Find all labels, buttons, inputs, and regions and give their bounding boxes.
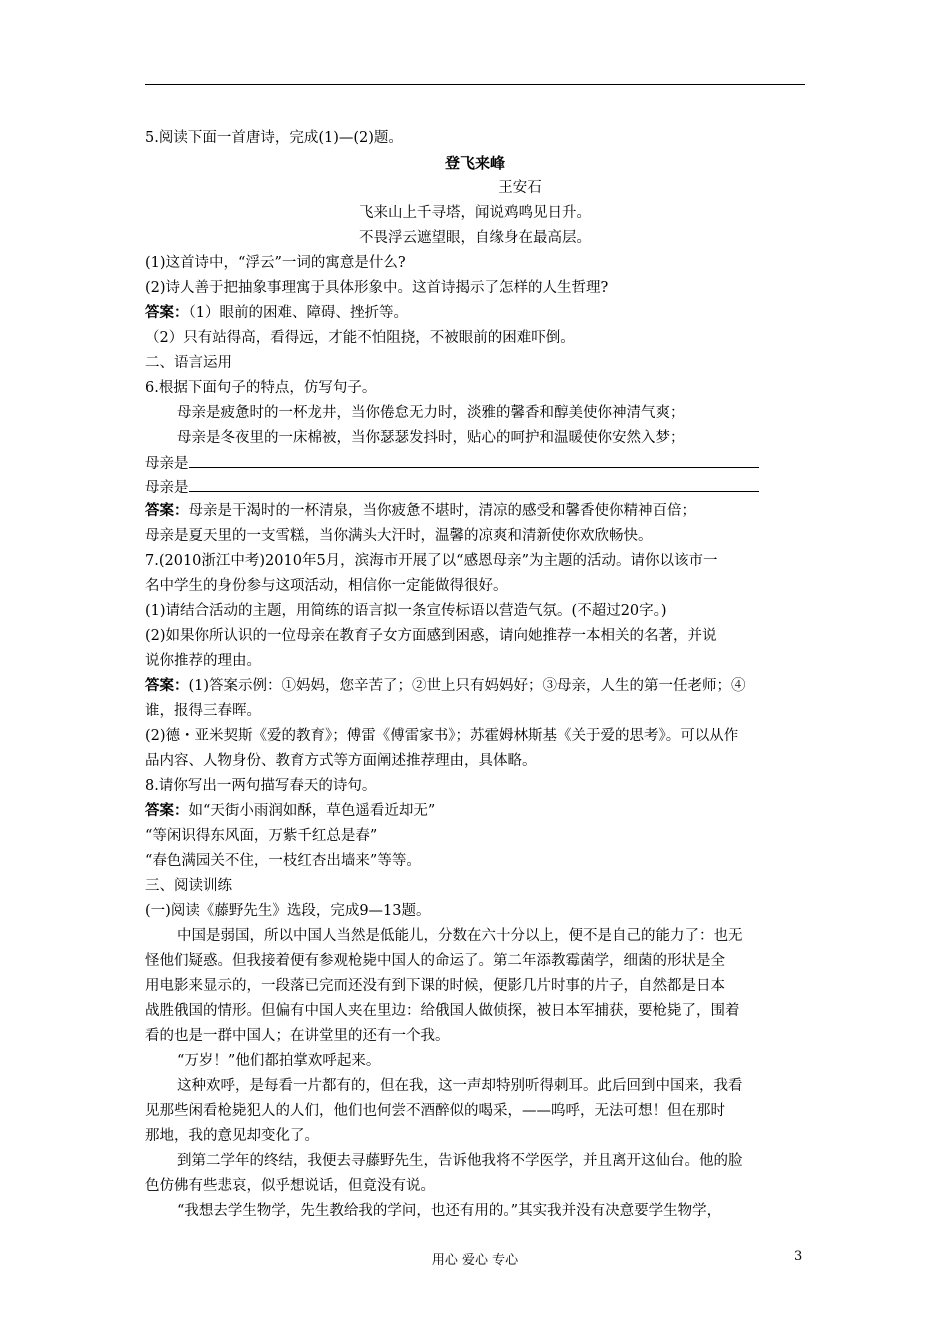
- answer-label: 答案：: [145, 802, 189, 819]
- q5-sub2: (2)诗人善于把抽象事理寓于具体形象中。这首诗揭示了怎样的人生哲理?: [145, 280, 609, 296]
- header-rule: [145, 84, 805, 85]
- q8-answer: [145, 802, 435, 820]
- page-number: 3: [794, 1249, 803, 1264]
- q6-example: 母亲是疲惫时的一杯龙井，当你倦怠无力时，淡雅的馨香和醇美使你神清气爽；: [177, 405, 685, 421]
- q7-stem: 7.(2010浙江中考)2010年5月，滨海市开展了以“感恩母亲”为主题的活动。请你以该市一: [145, 553, 718, 569]
- fill-in-line: [189, 453, 759, 468]
- q8-answer-2: “等闲识得东风面，万紫千红总是春”: [145, 828, 378, 844]
- q5-sub1: (1)这首诗中，“浮云”一词的寓意是什么?: [145, 255, 406, 271]
- reading-paragraph-line: 用电影来显示的，一段落已完而还没有到下课的时候，便影几片时事的片子，自然都是日本: [145, 978, 725, 994]
- q5-answer-2: （2）只有站得高，看得远，才能不怕阻挠，不被眼前的困难吓倒。: [145, 330, 575, 346]
- q8-stem: 8.请你写出一两句描写春天的诗句。: [145, 778, 377, 794]
- q6-example: 母亲是冬夜里的一床棉被，当你瑟瑟发抖时，贴心的呵护和温暖使你安然入梦；: [177, 430, 685, 446]
- q7-sub2-cont: 说你推荐的理由。: [145, 653, 261, 669]
- reading-paragraph-line: “我想去学生物学，先生教给我的学问，也还有用的。”其实我并没有决意要学生物学，: [177, 1203, 722, 1219]
- q6-blank: [145, 453, 759, 473]
- blank-prefix: 母亲是: [145, 456, 189, 472]
- q7-answer-2: (2)德・亚米契斯《爱的教育》；傅雷《傅雷家书》；苏霍姆林斯基《关于爱的思考》。可以从作: [145, 728, 739, 744]
- fill-in-line: [189, 477, 759, 492]
- reading-paragraph-line: 怪他们疑惑。但我接着便有参观枪毙中国人的命运了。第二年添教霉菌学，细菌的形状是全: [145, 953, 725, 969]
- answer-text: （1）眼前的困难、障碍、挫折等。: [188, 305, 408, 321]
- q5-answer: [145, 304, 408, 322]
- q6-answer: [145, 502, 696, 520]
- answer-text: 如“天街小雨润如酥，草色遥看近却无”: [188, 803, 436, 819]
- q7-sub1: (1)请结合活动的主题，用简练的语言拟一条宣传标语以营造气氛。(不超过20字。): [145, 603, 667, 619]
- answer-label: 答案：: [145, 502, 189, 519]
- q7-sub2: (2)如果你所认识的一位母亲在教育子女方面感到困惑，请向她推荐一本相关的名著，并说: [145, 628, 717, 644]
- q7-stem-2: 名中学生的身份参与这项活动，相信你一定能做得很好。: [145, 578, 508, 594]
- page-footer: 用心 爱心 专心: [431, 1253, 519, 1268]
- q7-answer-2-cont: 品内容、人物身份、教育方式等方面阐述推荐理由，具体略。: [145, 753, 537, 769]
- answer-label: 答案：: [145, 677, 189, 694]
- reading-paragraph-line: 见那些闲看枪毙犯人的人们，他们也何尝不酒醉似的喝采，——呜呼，无法可想！但在那时: [145, 1103, 725, 1119]
- reading-paragraph-line: 中国是弱国，所以中国人当然是低能儿，分数在六十分以上，便不是自己的能力了：也无: [177, 928, 743, 944]
- q7-answer-cont: 谁，报得三春晖。: [145, 703, 261, 719]
- poem-line: 不畏浮云遮望眼，自缘身在最高层。: [359, 230, 591, 246]
- reading-paragraph-line: 这种欢呼，是每看一片都有的，但在我，这一声却特别听得刺耳。此后回到中国来，我看: [177, 1078, 743, 1094]
- section-heading: 三、阅读训练: [145, 878, 232, 894]
- section-heading: 二、语言运用: [145, 355, 232, 371]
- q6-stem: 6.根据下面句子的特点，仿写句子。: [145, 380, 377, 396]
- blank-prefix: 母亲是: [145, 480, 189, 496]
- reading-paragraph-line: 到第二学年的终结，我便去寻藤野先生，告诉他我将不学医学，并且离开这仙台。他的脸: [177, 1153, 743, 1169]
- q6-answer-2: 母亲是夏天里的一支雪糕，当你满头大汗时，温馨的凉爽和清新使你欢欣畅快。: [145, 528, 653, 544]
- reading-stem: (一)阅读《藤野先生》选段，完成9—13题。: [145, 903, 431, 919]
- q5-stem: 5.阅读下面一首唐诗，完成(1)—(2)题。: [145, 130, 403, 146]
- poem-author: 王安石: [498, 180, 542, 196]
- reading-paragraph-line: 看的也是一群中国人；在讲堂里的还有一个我。: [145, 1028, 450, 1044]
- q6-blank: [145, 477, 759, 497]
- answer-label: 答案：: [145, 304, 189, 321]
- answer-text: 母亲是干渴时的一杯清泉，当你疲惫不堪时，清凉的感受和馨香使你精神百倍；: [188, 503, 696, 519]
- poem-title: 登飞来峰: [444, 154, 505, 172]
- reading-paragraph-line: 战胜俄国的情形。但偏有中国人夹在里边：给俄国人做侦探，被日本军捕获，要枪毙了，围着: [145, 1003, 740, 1019]
- answer-text: (1)答案示例：①妈妈，您辛苦了；②世上只有妈妈好；③母亲，人生的第一任老师；④: [188, 678, 746, 694]
- q8-answer-3: “春色满园关不住，一枝红杏出墙来”等等。: [145, 853, 421, 869]
- reading-paragraph-line: 那地，我的意见却变化了。: [145, 1128, 319, 1144]
- reading-paragraph-line: 色仿佛有些悲哀，似乎想说话，但竟没有说。: [145, 1178, 435, 1194]
- reading-paragraph-line: “万岁！”他们都拍掌欢呼起来。: [177, 1053, 381, 1069]
- q7-answer: [145, 677, 746, 695]
- poem-line: 飞来山上千寻塔，闻说鸡鸣见日升。: [359, 205, 591, 221]
